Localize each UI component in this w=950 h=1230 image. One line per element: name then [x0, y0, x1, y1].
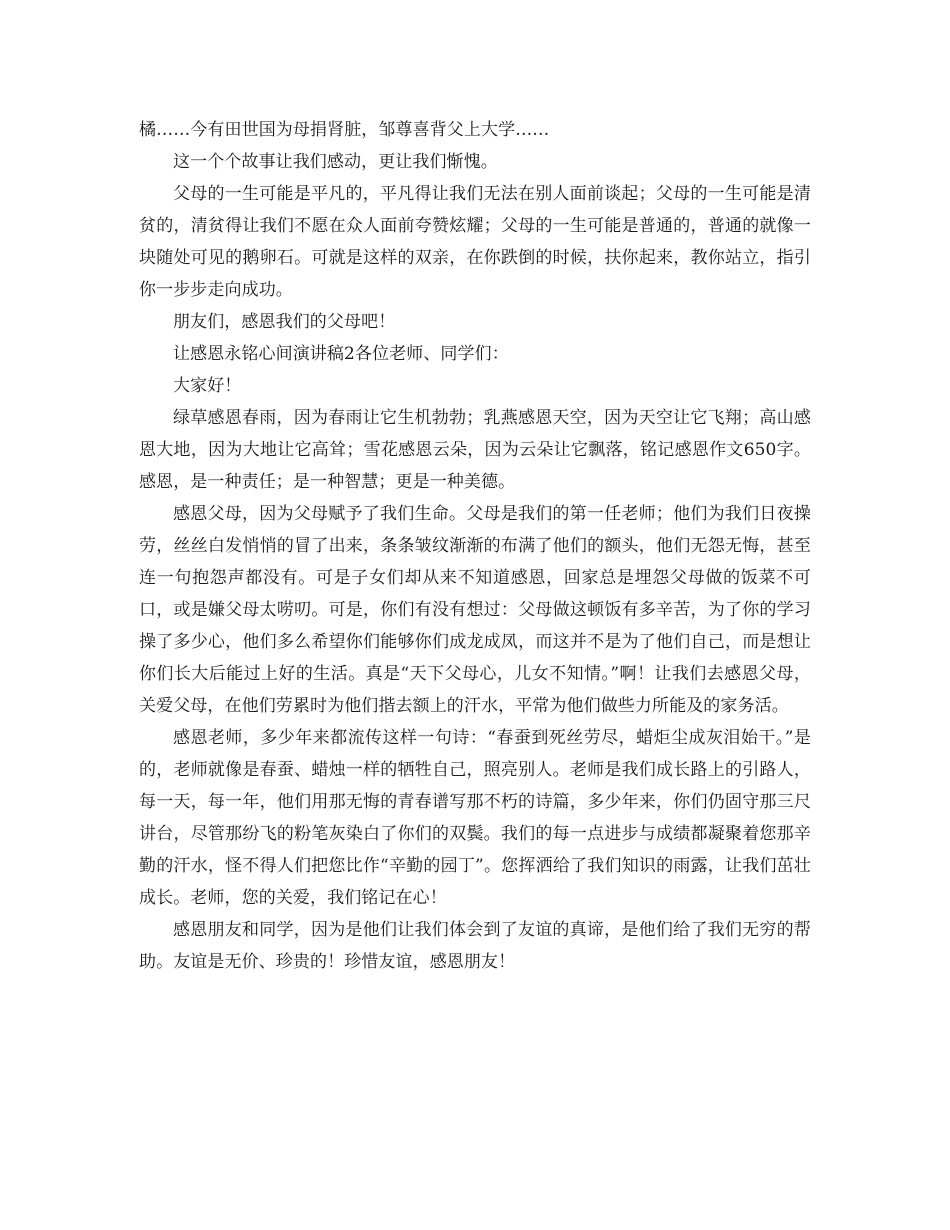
- paragraph-greeting: 大家好！: [173, 376, 242, 396]
- paragraph-stories-moved: 这一个个故事让我们感动，更让我们惭愧。: [173, 152, 498, 172]
- paragraph-gratitude-friends: 感恩朋友和同学，因为是他们让我们体会到了友谊的真谛，是他们给了我们无穷的帮助。友谊是无价、珍贵的！珍惜友谊，感恩朋友！: [139, 920, 811, 972]
- paragraph-gratitude-parents: 感恩父母，因为父母赋予了我们生命。父母是我们的第一任老师；他们为我们日夜操劳，丝丝白发悄悄的冒了出来，条条皱纹渐渐的布满了他们的额头，他们无怨无悔，甚至连一句抱怨声都没有。可是子女们却从来不知道感恩，回家总是埋怨父母做的饭菜不可口，或是嫌父母太唠叨。可是，你们有没有想过：父母做这顿饭有多辛苦，为了你的学习操了多少心，他们多么希望你们能够你们成龙成凤，而这并不是为了他们自己，而是想让你们长大后能过上好的生活。真是“天下父母心，儿女不知情。”啊！让我们去感恩父母，关爱父母，在他们劳累时为他们揩去额上的汗水，平常为他们做些力所能及的家务活。: [139, 504, 811, 716]
- paragraph-speech-heading: 让感恩永铭心间演讲稿2各位老师、同学们：: [173, 344, 509, 364]
- document-body: [139, 114, 811, 978]
- paragraph-gratitude-teachers: 感恩老师，多少年来都流传这样一句诗：“春蚕到死丝劳尽，蜡炬尘成灰泪始干。”是的，老师就像是春蚕、蜡烛一样的牺牲自己，照亮别人。老师是我们成长路上的引路人，每一天，每一年，他们用那无悔的青春谱写那不朽的诗篇，多少年来，你们仍固守那三尺讲台，尽管那纷飞的粉笔灰染白了你们的双鬓。我们的每一点进步与成绩都凝聚着您那辛勤的汗水，怪不得人们把您比作“辛勤的园丁”。您挥洒给了我们知识的雨露，让我们茁壮成长。老师，您的关爱，我们铭记在心！: [139, 728, 811, 908]
- paragraph-parents-ordinary: 父母的一生可能是平凡的，平凡得让我们无法在别人面前谈起；父母的一生可能是清贫的，清贫得让我们不愿在众人面前夸赞炫耀；父母的一生可能是普通的，普通的就像一块随处可见的鹅卵石。可就是这样的双亲，在你跌倒的时候，扶你起来，教你站立，指引你一步步走向成功。: [139, 184, 811, 300]
- paragraph-nature-gratitude: 绿草感恩春雨，因为春雨让它生机勃勃；乳燕感恩天空，因为天空让它飞翔；高山感恩大地，因为大地让它高耸；雪花感恩云朵，因为云朵让它飘落，铭记感恩作文650字。感恩，是一种责任；是一种智慧；更是一种美德。: [139, 408, 811, 492]
- paragraph-thank-parents: 朋友们，感恩我们的父母吧！: [173, 312, 396, 332]
- paragraph-continuation: 橘……今有田世国为母捐肾脏，邹尊喜背父上大学……: [139, 120, 550, 140]
